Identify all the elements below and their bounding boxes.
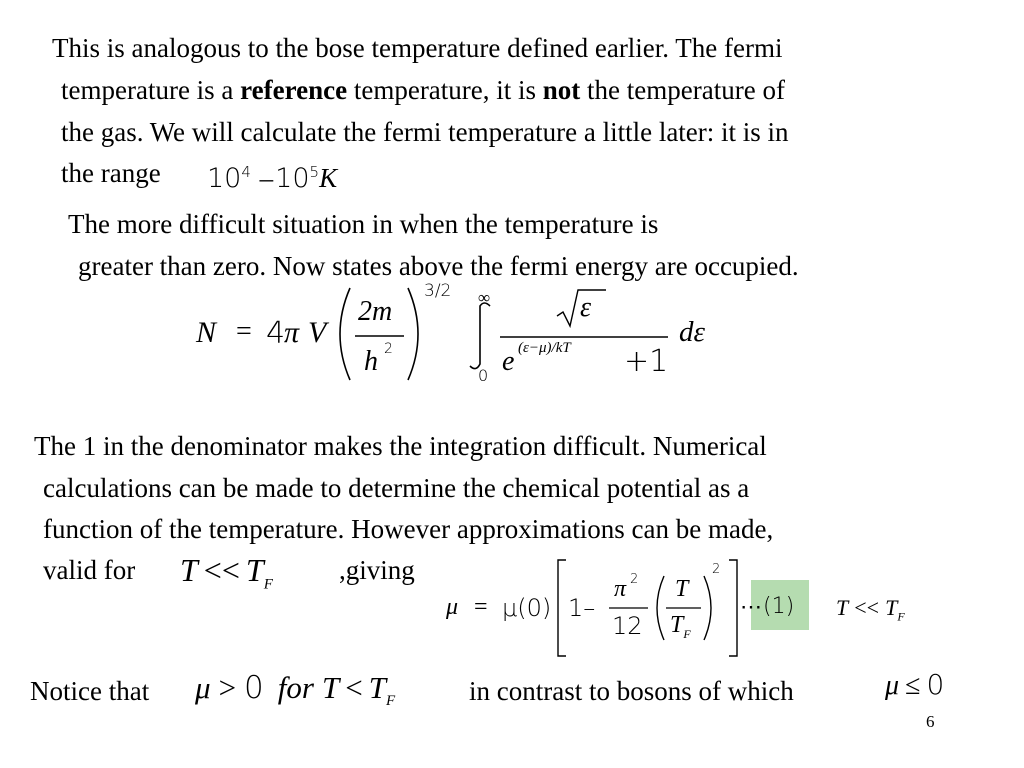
paragraph1-line1: This is analogous to the bose temperature defined earlier. The fermi [52, 33, 783, 63]
notice-contrast: in contrast to bosons of which [469, 676, 794, 706]
eq-mu-cond-TF: T [885, 595, 898, 620]
eq-n-equals: = [236, 316, 252, 347]
notice-boson-condition [885, 668, 944, 702]
eq-n-coef: 4 [266, 316, 286, 351]
notice-lt: < [345, 670, 363, 705]
eq-mu-cond-F: F [897, 609, 905, 624]
notice-zero2: 0 [926, 668, 945, 701]
range-exp2: 5 [309, 163, 320, 181]
eq-mu-dots: ⋯ [740, 594, 762, 619]
text-span: temperature is a [61, 75, 241, 105]
range-dash: – [259, 163, 274, 193]
eq-mu-T: T [675, 576, 689, 602]
eq-n-sqrt-var: ε [580, 292, 592, 323]
paragraph1-line4: the range [61, 158, 161, 188]
notice-zero: 0 [244, 670, 264, 706]
eq-n-upper-limit: ∞ [478, 288, 491, 307]
paragraph2-line2: greater than zero. Now states above the fermi energy are occupied. [78, 251, 799, 281]
eq-n-lower-limit: 0 [478, 366, 489, 385]
notice-mu2: μ [885, 670, 900, 701]
eq-mu-TF [670, 612, 691, 642]
eq-mu-lhs: μ [446, 594, 459, 620]
paragraph3-giving: ,giving [339, 555, 415, 585]
bold-not: not [542, 75, 581, 105]
eq-n-lhs: N [196, 316, 217, 349]
eq-mu-equals: = [474, 594, 488, 620]
notice-text: Notice that [30, 676, 150, 706]
eq-n-den-h: h [364, 346, 378, 377]
notice-TF: T [368, 670, 386, 705]
eq-n-power: 3/2 [424, 281, 452, 301]
eq-mu-pi: π [614, 576, 627, 602]
eq-mu-TF-T: T [670, 612, 684, 638]
eq-mu-label: (1) [763, 594, 795, 619]
eq-mu-pi-exp: 2 [630, 572, 639, 587]
eq-mu-twelve: 12 [612, 612, 643, 640]
range-base2: 10 [275, 163, 310, 194]
text-span: the temperature of [580, 75, 785, 105]
eq-n-exp-base: e [502, 346, 515, 377]
bold-reference: reference [240, 75, 348, 105]
eq-n-den-exp: 2 [384, 341, 393, 357]
notice-for: for [277, 670, 314, 705]
eq-mu-square: 2 [712, 562, 721, 577]
cond-T: T [180, 552, 198, 588]
eq-mu-mu0: μ(0) [502, 594, 552, 622]
eq-mu-cond-op: << [854, 595, 880, 620]
notice-F: F [385, 693, 396, 710]
notice-mu: μ [195, 670, 211, 705]
range-exp1: 4 [241, 163, 251, 181]
cond-op: << [203, 552, 240, 588]
eq-mu-TF-sub: F [683, 626, 691, 641]
paragraph3-line1: The 1 in the denominator makes the integration difficult. Numerical [34, 431, 767, 461]
eq-n-diff: dε [679, 316, 705, 348]
range-unit: K [319, 163, 338, 193]
eq-n-num: 2m [358, 296, 393, 327]
paragraph2-line1: The more difficult situation in when the temperature is [68, 209, 659, 239]
cond-TF: T [245, 552, 264, 588]
text-span: temperature, it is [347, 75, 543, 105]
eq-mu-cond-T: T [836, 595, 849, 620]
notice-expression [195, 670, 395, 710]
notice-gt: > [218, 670, 237, 705]
notice-T: T [321, 670, 340, 705]
slide-number: 6 [926, 712, 935, 731]
eq-mu-one-minus: 1– [568, 594, 596, 622]
paragraph3-line3: function of the temperature. However approximations can be made, [43, 514, 774, 544]
cond-F: F [263, 576, 273, 593]
notice-le: ≤ [905, 670, 921, 701]
paragraph1-line3: the gas. We will calculate the fermi temperature a little later: it is in [61, 117, 789, 147]
eq-n-plus-one: +1 [624, 344, 669, 379]
paragraph3-line2: calculations can be made to determine the chemical potential as a [43, 473, 750, 503]
paragraph3-line4: valid for [43, 555, 136, 585]
eq-n-V: V [308, 316, 327, 349]
eq-n-exponent: (ε−μ)/kT [518, 340, 571, 356]
eq-n-pi: π [284, 316, 300, 349]
range-base1: 10 [207, 163, 242, 194]
eq-mu-condition [836, 595, 905, 624]
